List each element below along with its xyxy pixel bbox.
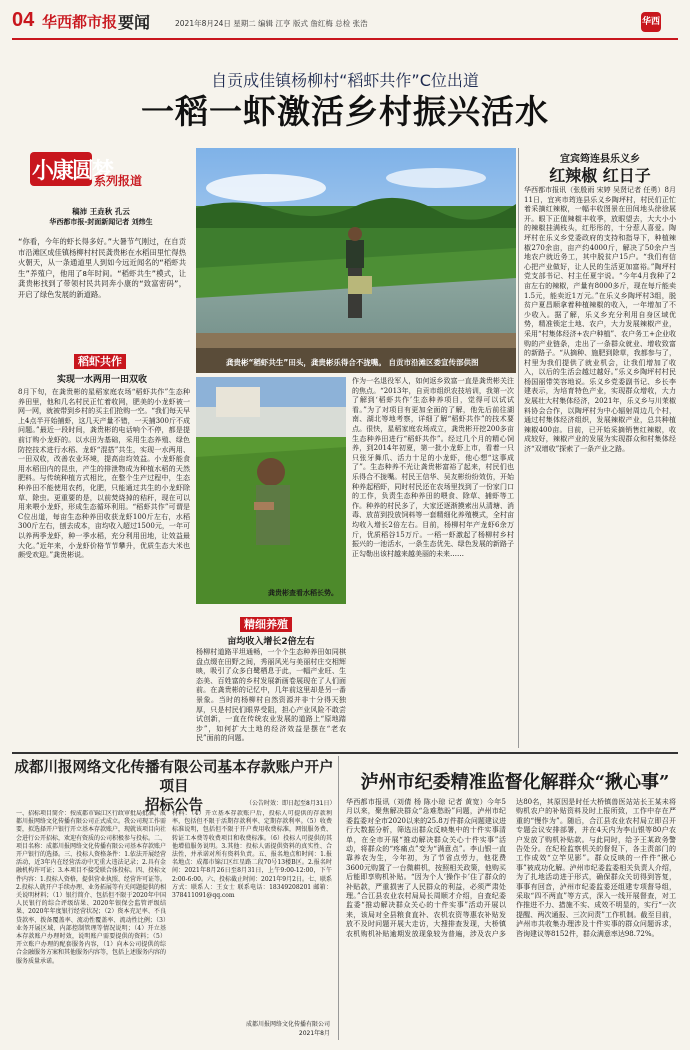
lead-body-col1: 8月下旬，在龚贵彬的星稻家庭农场“稻虾共作”生态种养田里，他和几名村民正忙着收网，肥美的小龙虾被一网一网，就被带到乡村的买主们抢购一空。“我们每天早上4点半开始捕虾，这几天产量不错，一天捕300斤不成问题。”最近一段时间，龚贵彬的电话响个不停，都是提前订购小龙虾的。以水田为基础，采用生态养殖、绿色防控技术进行水稻、龙虾“混搭”共生，实现一水两用、一田双收，改善农业环境，提高亩均效益。小龙虾能食用水稻田内的昆虫，产生的排泄物成为种植水稻的天然肥料。与传统种植方式相比，在整个生产过程中，生态种养田不能使用农药，化肥，只能通过共生的小龙虾除草、除虫。更重要的是，以前焚烧掉的秸秆，现在可以用来喂小龙虾，形成生态循环利用。“稻虾共作”可谓是C位出道，每亩生态种养田收获龙虾100斤左右，水稻300斤左右，刨去成本，亩均收入超过1500元，一年可以养两季龙虾，种一季水稻，充分利用田地，让效益最大化。”近年来，小龙虾价格节节攀升，优质生态大米也颇受欢迎。”龚贵彬说。 (18, 388, 190, 560)
ad-signature (200, 1020, 330, 1038)
series-subtitle: 系列报道 (94, 174, 143, 188)
ad-date-note: （公告时效：即日起至8月31日） (246, 800, 336, 807)
ad-signature-company: 成都川报网络文化传播有限公司 (245, 1021, 330, 1028)
farmer-photo (196, 377, 346, 604)
main-photo (196, 148, 516, 373)
ad-title-line1: 成都川报网络文化传播有限公司基本存款账户开户项目 (14, 759, 334, 795)
main-photo-caption: 龚贵彬“稻虾共生”田头，龚贵彬乐得合不拢嘴。 自贡市沿滩区委宣传部供图 (226, 358, 479, 367)
subhead1-title: 实现一水两用一田双收 (56, 375, 147, 385)
section-name: 要闻 (118, 13, 151, 32)
lead-body-col3: 作为一名退役军人，如何返乡致富一直是龚贵彬关注的焦点。“2013年，自贡市组织农技培训，我第一次了解到‘稻虾共作’生态种养项目，觉得可以试试看。”为了对项目有更加全面的了解，他先后前往湖南、湖北等地考察，详细了解“稻虾共作”的技术要点。很快，星稻家庭农场成立，龚贵彬开挖200多亩生态种养田进行“稻虾共作”。经过几个月的精心饲养，到2014年初夏，第一批小龙虾上市，看着一只只张牙舞爪、活力十足的小龙虾，他心想“这事成了”。生态种养不光让龚贵彬富裕了起来，村民们也乐得合不拢嘴。村民王信华、吴友彬纷纷效仿，开始种养起稻虾，同时村民还在农场里找到了一份家门口的工作，负责生态种养田的喂食、除草、捕虾等工作。种养的村民多了，大家还逐渐摸索出从清塘、消毒、放苗到投放饲料等一套精细化养殖模式，全村亩均收入增长2倍左右。目前，杨柳村年产龙虾6余万斤，优质稻谷15万斤。一稻一虾激起了杨柳村乡村振兴的一池活水，一条生态优先、绿色发展的新路子正勾勒出该村越来越美丽的未来…… (352, 377, 514, 558)
lead-intro: “你看，今年的虾长得多好。”大暑节气刚过，在自贡市沿滩区成佳镇杨柳村村民龚贵彬在水稻田里忙得热火朝天，从一条通道里人到如今远近闻名的“稻虾共生”养殖户，他用了8年时间。“稻虾共生”模式，让龚贵彬找到了带领村民共同奔小康的“致富密码”，开启了绿色发展的新道路。 (18, 237, 186, 299)
news-headline: 泸州市纪委精准监督化解群众“揪心事” (360, 772, 670, 793)
lead-body-col2: 杨柳村道路平坦通畅，一个个生态种养田如同棋盘点缀在田野之间，秀丽风光与美丽村庄交相辉映，吸引了众多白鹭栖息于此，一幅产业旺、生态美、百姓富的乡村发展新画卷展现在了人们面前。在龚贵彬的记忆中，几年前这里却是另一番景象。当时的杨柳村自然资源并非十分得天独厚，只是村民们眼界受阻，担心产业风险不敢尝试创新，一直在传统农业发展的道路上“原地踏步”，如何扩大土地的经济效益是摆在“老农民”面前的问题。 (196, 648, 346, 743)
date-line: 2021年8月24日 星期二 编辑 江亨 版式 詹红梅 总检 张浩 (175, 19, 368, 28)
section-rule (12, 752, 678, 754)
column-divider (518, 148, 519, 748)
right-headline: 红辣椒 红日子 (549, 166, 651, 185)
subhead2-title: 亩均收入增长2倍左右 (227, 637, 315, 647)
newspaper-logo-icon: 华西 (641, 12, 661, 32)
subhead1-badge: 稻虾共作 (74, 354, 126, 369)
subhead2-badge: 精细养殖 (240, 617, 292, 632)
header-rule (12, 38, 678, 40)
second-photo (196, 377, 346, 604)
rice-field-photo (196, 148, 516, 373)
ad-title-line2: 招标公告 (145, 797, 203, 814)
newspaper-brand: 华西都市报 (42, 13, 118, 31)
right-body: 华西都市报讯（张殷雨 宋婷 吴贤记者 任勇）8月11日，宜宾市筠连县乐义乡陶坪村，村民们正忙着采摘红辣椒，一幅丰收图景在田间地头徐徐展开。眼下正值辣椒丰收季，放眼望去，大大小小的辣椒挂满枝头，红彤彤的，十分惹人喜爱。陶坪村在乐义乡党委政府的支持和指导下，种植辣椒270余亩，亩产约4000斤，解决了50余户当地农户就近务工，其中脱贫户15户。“我们有信心把产业做好，让人民的生活更加富裕。”陶坪村党支部书记、村主任夏宇说。“今年4月我种了2亩左右的辣椒，产量有8000多斤，现在每斤能卖1.5元，能卖近1万元。”在乐义乡陶坪村3组，脱贫户夏昌顺拿着种植辣椒的收入，一年增加了不少收入。据了解，乐义乡充分利用自身区域优势，精准锁定土地、农户，大力发展辣椒产业，采用“村集体经济+农户种植”、农户务工+企业收购的产业链条，走出了一条群众就业、增收致富的新路子。“从摘种、施肥到除草，我都参与了，村里为我们提供了就业机会，让我们增加了收入，以后的生活会越过越好。”乐义乡陶坪村村民杨国丽带笑容地说。乐义乡党委副书记、乡长李建表示，为培育特色产业，实现群众增收，大力发展壮大村集体经济，2021年，乐义乡与川茉椒料协会合作，以陶坪村为中心辐射周边几个村，通过村集体经济组织，发展辣椒产业，总共种植辣椒400亩。目前，已开始采摘销售红辣椒，收成较好，辣椒产业的发展为实现群众和村集体经济“双增收”探索了一条产业之路。 (524, 186, 676, 454)
ad-body-col2: 材料：（4）开立基本存款账户后，投标人可提供的存款利率，包括但不限于活期存款利率、定期存款利率。（5）收费标准说明，包括但不限于开户费用收费标准，网银服务费、转证工本费等收费项目和收费标准。（6）投标人可提供的其他增值服务说明。3.其他：投标人需提供资料的真实性、合法性，并承诺对所有资料负责。五、报名地点和时间：1.报名地点：成都市锦江区红星路二段70号13楼B区。2.报名时间：2021年8月26日至8月31日，上午9:00-12:00，下午2:00-6:00。六、投标截止时间：2021年9月2日。七、联系方式：联系人：王女士 联系电话：18349208201 邮箱：378411091@qq.com (172, 810, 332, 900)
byline-authors: 稿沛 王垚秋 孔云 (72, 207, 130, 216)
second-photo-caption: 龚贵彬查看水稻长势。 (268, 589, 338, 597)
bottom-divider (338, 756, 339, 1040)
series-title: 小康圆梦 (32, 158, 113, 184)
byline (12, 206, 190, 228)
ad-body-col1: 一、招标项目简介：按成都市锦江区行政审批局批准，成都川报网络文化传播有限公司正式成立。我公司现工作需要，拟选择开户银行开立基本存款账户，现就该项目向社会进行公开招标，欢迎有资质的公司积极参与投标。二、项目名称：成都川报网络文化传播有限公司基本存款账户开户银行的选择。三、投标人资格条件：1.依法开展经营活动，近3年内在经营活动中无重大违法记录；2.具有金融机构许可证；3.本项目不接受联合体投标。四、投标文件内容：1.投标人资格，提供营业执照、经营许可证等。2.投标人就开户手续办理、业务拓展等有关问题提供的相关说明材料；（1）银行简介、包括但不限于2020年中国人民银行的综合评级结果、2020年银保会监管评级结果、2020年年度银行经营状况；（2）资本充足率、不良贷款率、拨备覆盖率、流动性覆盖率、流动性比例；（3）业务开展区域、内部控制管理等情况说明；（4）开立基本存款账户办理时效，说明账户需要提供的资料；（5）开立账户办理的配套服务内容，（1）向本公司提供的综合金融服务方案和其他服务内容等，包括上述服务内容的服务质量承诺。 (16, 810, 166, 965)
page-number: 04 (12, 9, 35, 31)
right-kicker: 宜宾筠连县乐义乡 (560, 154, 640, 165)
page-header (0, 0, 690, 44)
lead-kicker: 自贡成佳镇杨柳村“稻虾共作”C位出道 (211, 71, 479, 90)
lead-headline: 一稻一虾激活乡村振兴活水 (141, 92, 549, 131)
byline-reporter: 华西都市报-封面新闻记者 刘炜生 (49, 218, 153, 226)
ad-signature-date: 2021年8月 (298, 1030, 330, 1037)
news-body: 华西都市报讯（刘倩 杨 陈小琼 记者 黄宽）今年5月以来，聚焦解决群众“急难愁盼”问题，泸州市纪委监委对全市2020以来的25.8万件群众问题建议进行大数据分析，筛选出群众反映集中的十件实事清单，在全市开展“推动解决群众关心十件实事”活动，将群众的“疼痛点”变为“满意点”。李山银一直靠养农为生，今年初，为了节省点劳力，他花费3600元购置了一台微耕机，按照相关政策，他购买后能即享购机补贴。“因为个人‘操作卡’住了群众的补贴款，严重损害了人民群众的利益，必须严肃处理。”合江县农业农村局局长周顺才介绍，自查纪委监委“推动解决群众关心的十件实事”活动开展以来，该局对全县粮食直补、农机农资等惠农补贴发放不及时问题开展大走访，大搜排查发现，大桥镇农机购机补贴逾期发放现象较为普遍，涉及农户多达80名，其原因是时任大桥镇兽医站站长王某未将购机农户的补贴资料及时上报所致，工作中存在严重的“慢作为”。随后，合江县农业农村局立即召开专题会议安排部署，并在4天内为李山银等80户农户发放了购机补贴款。与此同时，给予王某政务警告处分。在纪检监察机关的督促下，各主责部门的工作成效“立竿见影”。群众反映的一件件“揪心事”被成功化解。泸州市纪委监委相关负责人介绍，为了扎地活动进于形式，确保群众关切得到答复，事事有回音，泸州市纪委监委还组建专项督导组，采取“四不两直”等方式，深入一线开展督查，对工作推进不力、措施不实、成效不明显的，实行“一次提醒、两次通报、三次问责”工作机制。截至目前，泸州市共收集办理涉及十件实事的群众问题诉求，咨询建议等8152件，群众满意率达98.72%。 (346, 798, 676, 938)
